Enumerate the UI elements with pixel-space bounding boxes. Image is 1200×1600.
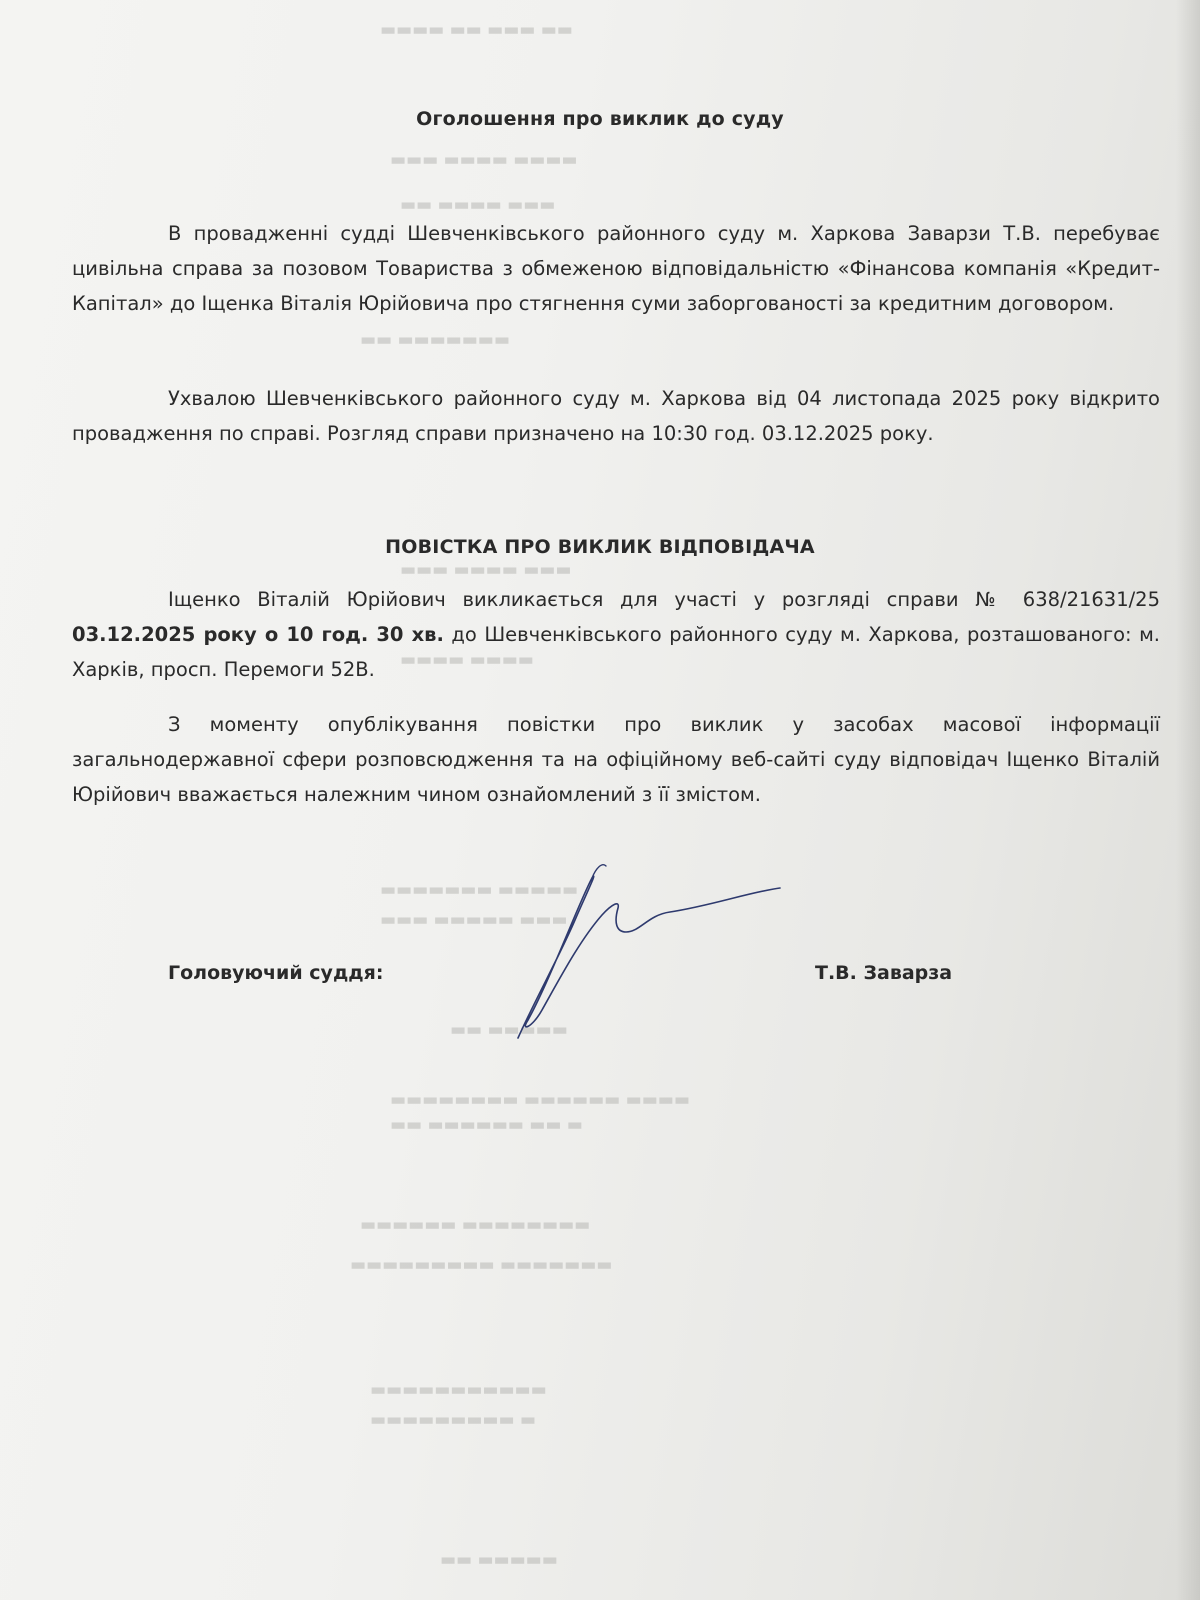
bleed-through-text: ▬▬▬▬ ▬▬▬▬▬▬ ▬▬▬▬▬▬▬▬ <box>390 1090 690 1110</box>
bleed-through-text: ▬▬▬▬ ▬▬▬▬ <box>400 650 534 670</box>
summons-paragraph-1-end: до Шевченківського районного суду м. Харкова, розташованого: м. Харків, просп. Перемоги 52В. <box>72 623 1160 681</box>
bleed-through-text: ▬▬▬▬▬▬▬▬▬▬▬ <box>370 1380 547 1400</box>
announcement-paragraph-2: Ухвалою Шевченківського районного суду м. Харкова від 04 листопада 2025 року відкрито провадження по справі. Розгляд справи призначено на 10:30 год. 03.12.2025 року. <box>72 387 1160 445</box>
summons-paragraph-2: З моменту опублікування повістки про виклик у засобах масової інформації загальнодержавної сфери розповсюдження та на офіційному веб-сайті суду відповідач Іщенко Віталій Юрійович вважається належним чином ознайомлений з її змістом. <box>72 713 1160 806</box>
announcement-title: Оголошення про виклик до суду <box>416 108 784 130</box>
hearing-datetime: 03.12.2025 року о 10 год. 30 хв. <box>72 623 444 646</box>
summons-paragraph-1 <box>72 582 1160 687</box>
presiding-judge-label: Головуючий суддя: <box>168 962 384 984</box>
bleed-through-text: ▬▬▬▬ ▬▬▬▬ ▬▬▬ <box>390 150 578 170</box>
judge-signature <box>480 860 810 1060</box>
bleed-through-text: ▬ ▬▬▬▬▬▬▬▬▬ <box>370 1410 537 1430</box>
bleed-through-text: ▬▬ ▬▬▬ ▬▬ ▬▬▬▬ <box>380 20 573 40</box>
judge-name: Т.В. Заварза <box>815 962 953 984</box>
bleed-through-text: ▬▬▬▬▬▬▬ ▬▬▬▬▬▬▬▬▬ <box>350 1255 613 1275</box>
bleed-through-text: ▬▬▬▬▬ ▬▬▬▬▬▬▬ <box>380 880 579 900</box>
announcement-paragraph-1: В провадженні судді Шевченківського районного суду м. Харкова Заварзи Т.В. перебуває цивільна справа за позовом Товариства з обмеженою відповідальністю «Фінансова компанія «Кредит-Капітал» до Іщенка Віталія Юрійовича про стягнення суми заборгованості за кредитним договором. <box>72 222 1160 315</box>
summons-paragraph-1-start: Іщенко Віталій Юрійович викликається для участі у розгляді справи № 638/21631/25 <box>168 588 1160 611</box>
bleed-through-text: ▬▬▬▬▬ ▬▬ <box>450 1020 568 1040</box>
bleed-through-text: ▬▬▬ ▬▬▬▬ ▬▬ <box>400 195 556 215</box>
bleed-through-text: ▬▬▬ ▬▬▬▬▬ ▬▬▬ <box>380 910 568 930</box>
summons-title: ПОВІСТКА ПРО ВИКЛИК ВІДПОВІДАЧА <box>385 536 815 558</box>
bleed-through-text: ▬▬▬ ▬▬▬▬ ▬▬▬ <box>400 560 572 580</box>
bleed-through-text: ▬▬▬▬▬▬▬ ▬▬ <box>360 330 510 350</box>
bleed-through-text: ▬▬▬▬▬ ▬▬ <box>440 1550 558 1570</box>
bleed-through-text: ▬ ▬▬ ▬▬▬▬▬▬ ▬▬ <box>390 1115 583 1135</box>
bleed-through-text: ▬▬▬▬▬▬▬▬ ▬▬▬▬▬▬ <box>360 1215 591 1235</box>
